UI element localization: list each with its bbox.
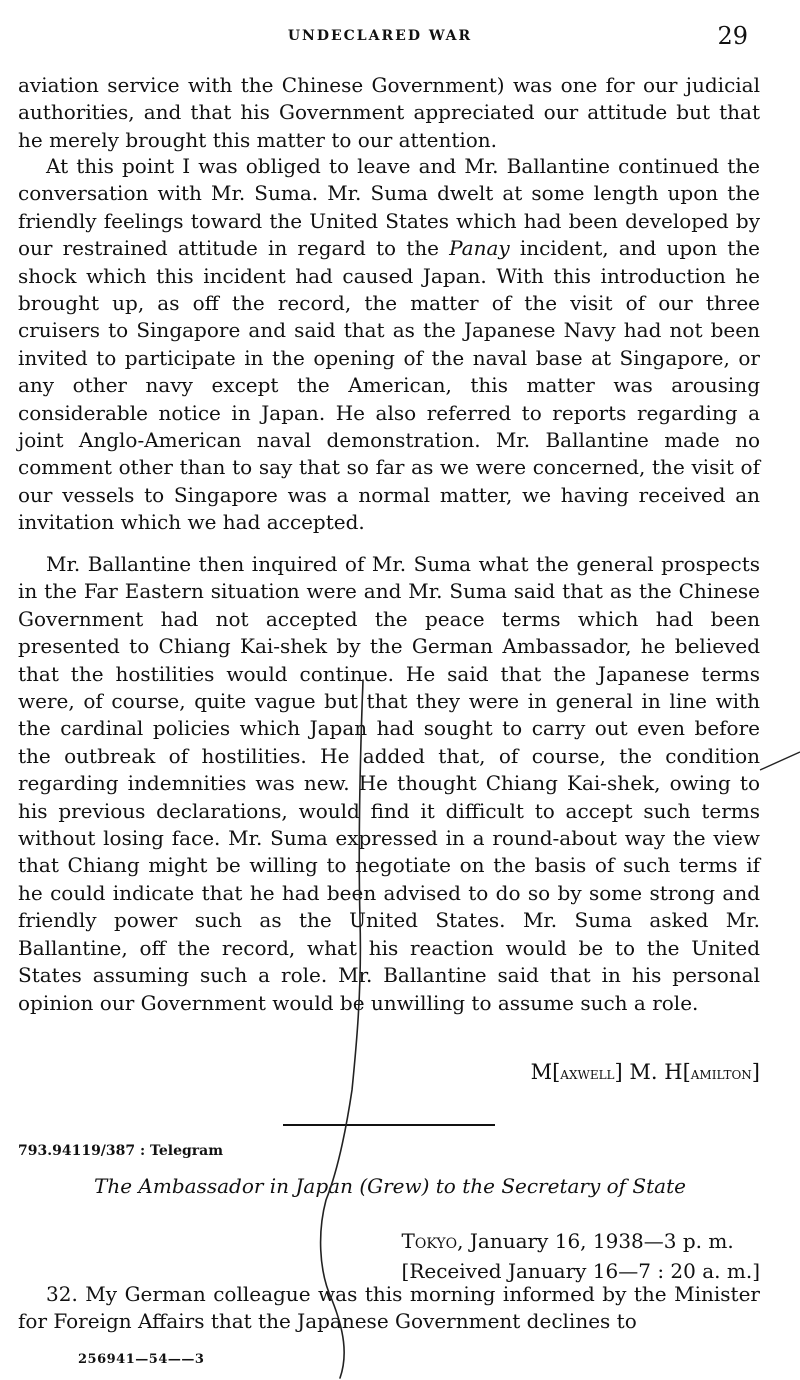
paragraph-continuation: aviation service with the Chinese Government) was one for our judicial authorities, and that his Government appreciated our attitude but that he merely brought this matter to our attention. [18,73,760,152]
sig-initial-m: M[ [530,1060,561,1084]
print-reference: 256941—54——3 [78,1352,205,1367]
panay-italic: Panay [449,236,510,261]
paragraph-text-b: incident, and upon the shock which this incident had caused Japan. With this introduction he brought up, as off the record, the matter of the visit of our three cruisers to Singapore and said that as the Japanese Navy had not been invited to participate in the opening of the naval base at Singapore, or any other navy except the American, this matter was arousing considerable notice in Japan. He also referred to reports regarding a joint Anglo-American naval demonstration. Mr. Ballantine made no comment other than to say that so far as we were concerned, the visit of our vessels to Singapore was a normal matter, we having received an invitation which we had accepted. [18,236,760,535]
sig-close: ] [751,1060,760,1084]
document-heading: The Ambassador in Japan (Grew) to the Secretary of State [94,1174,686,1198]
file-reference: 793.94119/387 : Telegram [18,1143,224,1159]
sig-initial-h: ] M. H[ [614,1060,691,1084]
dateline [402,1226,760,1286]
sig-amilton: amilton [690,1064,752,1084]
dateline-received: [Received January 16—7 : 20 a. m.] [401,1259,760,1283]
dateline-city: Tokyo [401,1229,458,1253]
paragraph-text-a: At this point I was obliged to leave and Mr. Ballantine continued the conversation with Mr. Suma. Mr. Suma dwelt at some length upon the friendly feelings toward the United States which had been developed by our restrained attitude in regard to the [18,154,760,261]
paragraph-suma-conversation [18,153,760,537]
signature [531,1060,760,1084]
running-head [0,22,800,52]
pencil-line-margin [760,752,800,770]
paragraph-32: 32. My German colleague was this morning informed by the Minister for Foreign Affairs that the Japanese Government declines to [18,1282,760,1334]
dateline-sent-time: , January 16, 1938—3 p. m. [457,1229,734,1253]
dateline-sent [402,1226,760,1256]
section-divider [283,1124,495,1126]
running-title: UNDECLARED WAR [287,28,473,44]
paragraph-far-eastern-prospects: Mr. Ballantine then inquired of Mr. Suma what the general prospects in the Far Eastern situation were and Mr. Suma said that as the Chinese Government had not accepted the peace terms which had been presented to Chiang Kai-shek by the German Ambassador, he believed that the hostilities would continue. He said that the Japanese terms were, of course, quite vague but that they were in general in line with the cardinal policies which Japan had sought to carry out even before the outbreak of hostilities. He added that, of course, the condition regarding indemnities was new. He thought Chiang Kai-shek, owing to his previous declarations, would find it difficult to accept such terms without losing face. Mr. Suma expressed in a round-about way the view that Chiang might be willing to negotiate on the basis of such terms if he could indicate that he had been advised to do so by some strong and friendly power such as the United States. Mr. Suma asked Mr. Ballantine, off the record, what his reaction would be to the United States assuming such a role. Mr. Ballantine said that in his personal opinion our Government would be unwilling to assume such a role. [18,552,760,1015]
sig-axwell: axwell [560,1064,615,1084]
page-number: 29 [717,22,748,50]
